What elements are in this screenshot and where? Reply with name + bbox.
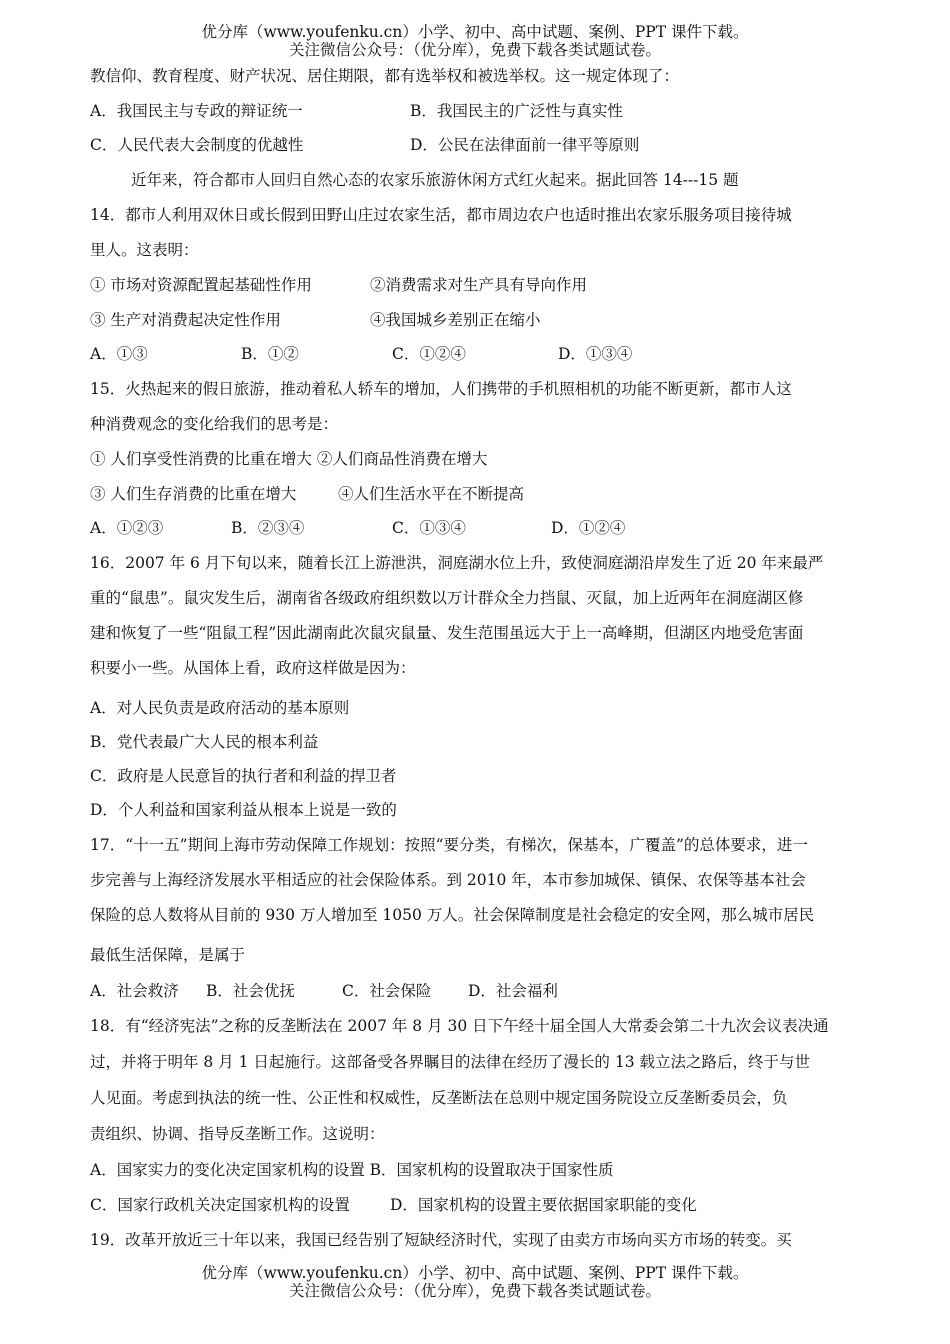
q15-option-c: C．①③④	[392, 519, 466, 537]
q18-option-d: D．国家机构的设置主要依据国家职能的变化	[390, 1196, 697, 1214]
q17-options	[90, 981, 870, 1001]
q17-stem-line2: 步完善与上海经济发展水平相适应的社会保险体系。到 2010 年，本市参加城保、镇保、农保等基本社会	[90, 871, 806, 889]
q14-statement-4: ④我国城乡差别正在缩小	[370, 311, 541, 329]
q18-options-row1: A．国家实力的变化决定国家机构的设置 B．国家机构的设置取决于国家性质	[90, 1161, 614, 1179]
q14-option-a: A．①③	[90, 345, 148, 363]
q18-stem-line3: 人见面。考虑到执法的统一性、公正性和权威性，反垄断法在总则中规定国务院设立反垄断委员会，负	[90, 1089, 788, 1107]
q16-stem-line3: 建和恢复了一些“阻鼠工程”因此湖南此次鼠灾鼠量、发生范围虽远大于上一高峰期，但湖区内地受危害面	[90, 624, 804, 642]
q14-stem-line1: 14．都市人利用双休日或长假到田野山庄过农家生活，都市周边农户也适时推出农家乐服务项目接待城	[90, 206, 792, 224]
q18-stem-line1: 18．有“经济宪法”之称的反垄断法在 2007 年 8 月 30 日下午经十届全国人大常委会第二十九次会议表决通	[90, 1017, 829, 1035]
intro-14-15: 近年来，符合都市人回归自然心态的农家乐旅游休闲方式红火起来。据此回答 14---15 题	[131, 171, 739, 189]
q13-option-d: D．公民在法律面前一律平等原则	[410, 136, 640, 154]
q15-stem-line1: 15．火热起来的假日旅游，推动着私人轿车的增加，人们携带的手机照相机的功能不断更新，都市人这	[90, 380, 792, 398]
q14-stem-line2: 里人。这表明：	[90, 241, 199, 259]
q13-stem-tail: 教信仰、教育程度、财产状况、居住期限，都有选举权和被选举权。这一规定体现了：	[90, 67, 680, 85]
q14-statements-row2	[90, 310, 870, 330]
q13-options-row2	[90, 135, 870, 155]
q13-option-b: B．我国民主的广泛性与真实性	[410, 102, 623, 120]
q14-statements-row1	[90, 275, 870, 295]
q16-stem-line4: 积要小一些。从国体上看，政府这样做是因为：	[90, 659, 416, 677]
q15-option-a: A．①②③	[90, 519, 164, 537]
q15-stem-line2: 种消费观念的变化给我们的思考是：	[90, 415, 339, 433]
q17-option-d: D．社会福利	[468, 982, 558, 1000]
q16-option-b: B．党代表最广大人民的根本利益	[90, 733, 319, 751]
q15-options	[90, 518, 870, 538]
q15-option-d: D．①②④	[551, 519, 626, 537]
q18-option-c: C．国家行政机关决定国家机构的设置	[90, 1196, 350, 1214]
q17-stem-line3: 保险的总人数将从目前的 930 万人增加至 1050 万人。社会保障制度是社会稳定的安全网，那么城市居民	[90, 906, 815, 924]
q14-option-b: B．①②	[241, 345, 299, 363]
q18-stem-line2: 过，并将于明年 8 月 1 日起施行。这部备受各界瞩目的法律在经历了漫长的 13 载立法之路后，终于与世	[90, 1053, 811, 1071]
q18-options-row2	[90, 1195, 870, 1215]
q17-option-c: C．社会保险	[342, 982, 432, 1000]
q16-option-a: A．对人民负责是政府活动的基本原则	[90, 699, 350, 717]
q13-option-c: C．人民代表大会制度的优越性	[90, 136, 304, 154]
q17-stem-line1: 17．“十一五”期间上海市劳动保障工作规划：按照“要分类，有梯次，保基本，广覆盖”的总体要求，进一	[90, 836, 808, 854]
q15-statements-row2	[90, 484, 870, 504]
page-header-line1: 优分库（www.youfenku.cn）小学、初中、高中试题、案例、PPT 课件下载。	[201, 23, 749, 41]
q19-stem-line1: 19．改革开放近三十年以来，我国已经告别了短缺经济时代，实现了由卖方市场向买方市场的转变。买	[90, 1231, 792, 1249]
q18-stem-line4: 责组织、协调、指导反垄断工作。这说明：	[90, 1125, 385, 1143]
q17-stem-line4: 最低生活保障，是属于	[90, 946, 246, 964]
q16-option-d: D．个人利益和国家利益从根本上说是一致的	[90, 801, 397, 819]
q14-statement-1: ① 市场对资源配置起基础性作用	[90, 276, 312, 294]
q14-option-d: D．①③④	[558, 345, 633, 363]
q14-option-c: C．①②④	[392, 345, 466, 363]
page-footer-line1: 优分库（www.youfenku.cn）小学、初中、高中试题、案例、PPT 课件下载。	[201, 1264, 749, 1282]
q13-option-a: A．我国民主与专政的辩证统一	[90, 102, 303, 120]
q15-statement-4: ④人们生活水平在不断提高	[338, 485, 525, 503]
q17-option-b: B．社会优抚	[206, 982, 295, 1000]
q15-statement-3: ③ 人们生存消费的比重在增大	[90, 485, 297, 503]
q15-statements-row1: ① 人们享受性消费的比重在增大 ②人们商品性消费在增大	[90, 450, 488, 468]
q14-statement-3: ③ 生产对消费起决定性作用	[90, 311, 281, 329]
page-header-line2: 关注微信公众号：（优分库），免费下载各类试题试卷。	[288, 41, 661, 59]
q14-options	[90, 344, 870, 364]
q16-stem-line1: 16．2007 年 6 月下旬以来，随着长江上游泄洪，洞庭湖水位上升，致使洞庭湖沿岸发生了近 20 年来最严	[90, 554, 824, 572]
q15-option-b: B．②③④	[231, 519, 305, 537]
q16-stem-line2: 重的“鼠患”。鼠灾发生后，湖南省各级政府组织数以万计群众全力挡鼠、灭鼠，加上近两年在洞庭湖区修	[90, 589, 804, 607]
q13-options-row1	[90, 101, 870, 121]
q17-option-a: A．社会救济	[90, 982, 179, 1000]
q14-statement-2: ②消费需求对生产具有导向作用	[370, 276, 588, 294]
page-footer-line2: 关注微信公众号：（优分库），免费下载各类试题试卷。	[288, 1282, 661, 1300]
q16-option-c: C．政府是人民意旨的执行者和利益的捍卫者	[90, 767, 397, 785]
